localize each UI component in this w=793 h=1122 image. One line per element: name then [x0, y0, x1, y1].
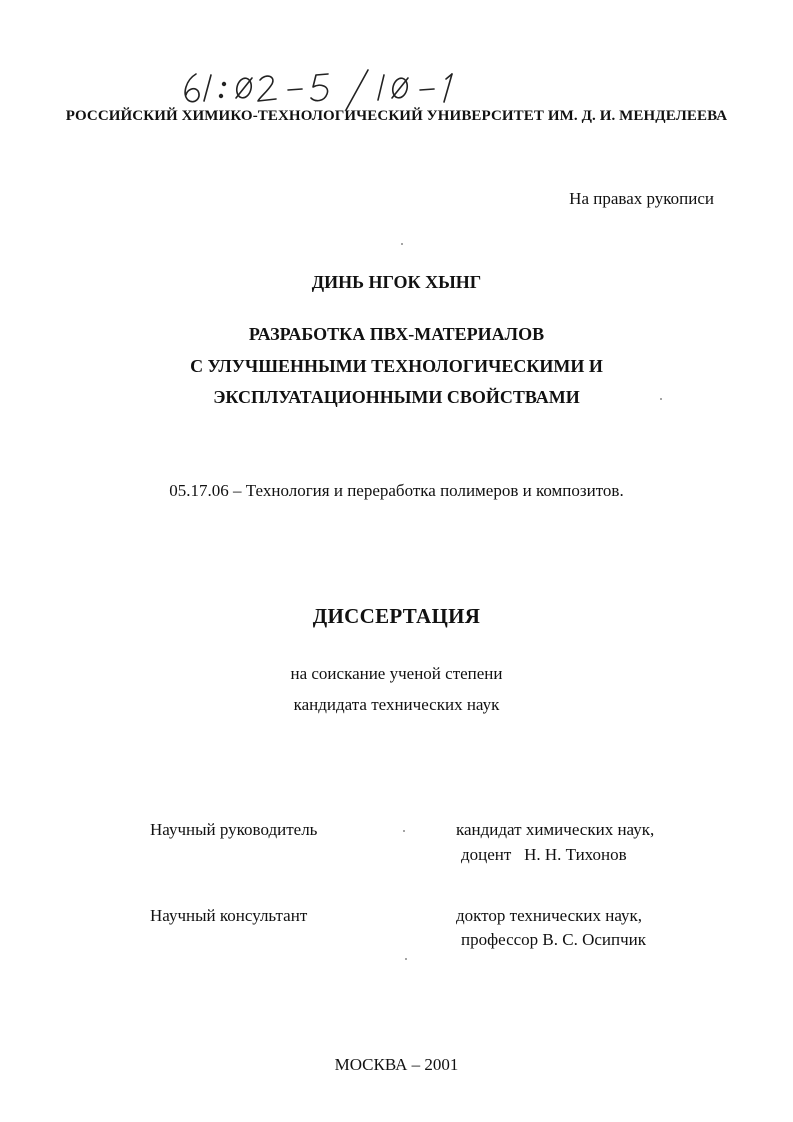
- title-line: ЭКСПЛУАТАЦИОННЫМИ СВОЙСТВАМИ: [213, 387, 580, 407]
- supervisor-degree: кандидат химических наук,: [456, 820, 655, 839]
- degree-line: на соискание ученой степени: [290, 664, 503, 683]
- supervisor-name: доцент Н. Н. Тихонов: [461, 845, 627, 864]
- scan-speck: [401, 243, 403, 245]
- rights-note: На правах рукописи: [569, 189, 714, 208]
- supervisor-role: Научный руководитель: [150, 820, 318, 839]
- title-line: С УЛУЧШЕННЫМИ ТЕХНОЛОГИЧЕСКИМИ И: [190, 356, 603, 376]
- consultant-degree: доктор технических наук,: [456, 906, 643, 925]
- handwriting-drawing: [178, 64, 478, 114]
- consultant-name: профессор В. С. Осипчик: [461, 930, 647, 949]
- scan-speck: [405, 958, 407, 960]
- degree-line: кандидата технических наук: [293, 695, 500, 714]
- specialty-code: 05.17.06 – Технология и переработка полимеров и композитов.: [169, 481, 624, 500]
- title-line: РАЗРАБОТКА ПВХ-МАТЕРИАЛОВ: [248, 324, 545, 344]
- author-name: ДИНЬ НГОК ХЫНГ: [311, 272, 482, 292]
- handwritten-archive-code: [178, 64, 478, 114]
- scan-speck: [660, 398, 662, 400]
- consultant-role: Научный консультант: [150, 906, 308, 925]
- scan-speck: [403, 830, 405, 832]
- city-year: МОСКВА – 2001: [334, 1055, 459, 1074]
- document-type: ДИССЕРТАЦИЯ: [312, 604, 481, 628]
- university-name: РОССИЙСКИЙ ХИМИКО-ТЕХНОЛОГИЧЕСКИЙ УНИВЕРСИТЕТ ИМ. Д. И. МЕНДЕЛЕЕВА: [65, 108, 728, 124]
